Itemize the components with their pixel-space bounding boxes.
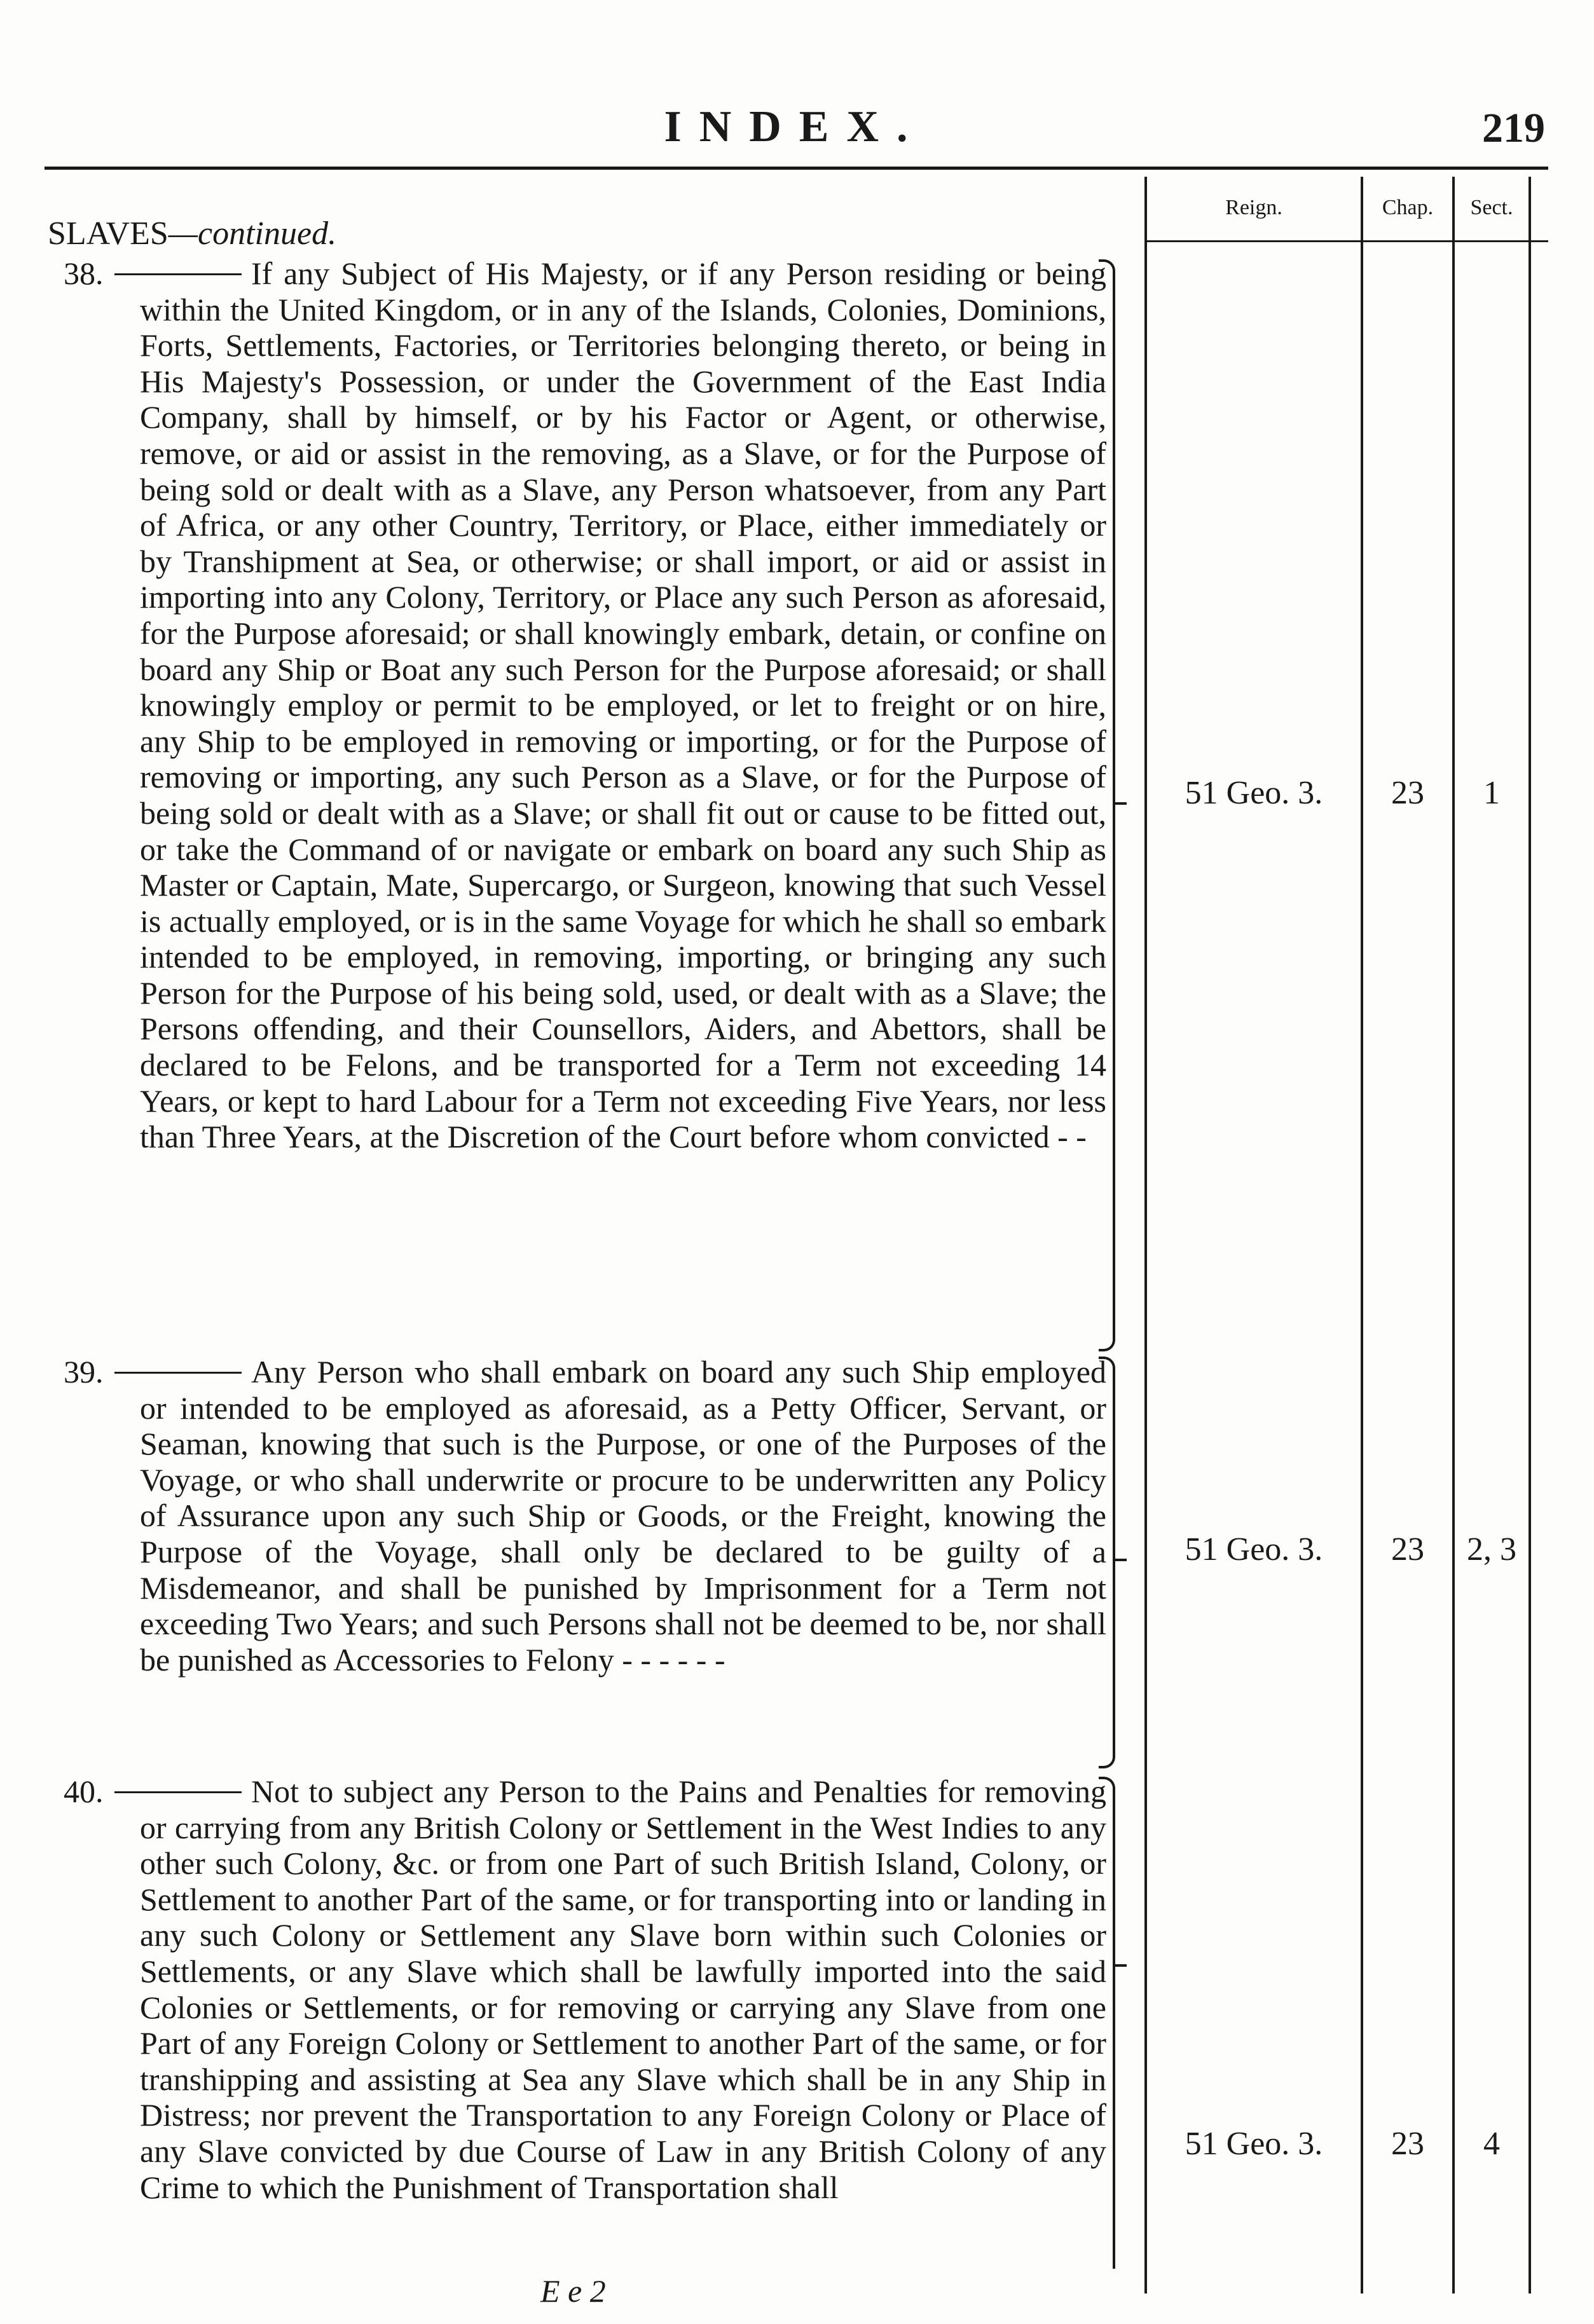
index-entry-38: [64, 256, 1106, 1346]
entry-40-chap: 23: [1391, 2126, 1424, 2162]
entry-38-brace-point: [1115, 802, 1127, 805]
column-header-sect: Sect.: [1470, 196, 1513, 219]
signature-mark: E e 2: [540, 2273, 606, 2309]
entry-number: 38.: [64, 256, 104, 291]
entry-40-brace: [1099, 1777, 1115, 2269]
table-rule-right: [1529, 177, 1531, 2293]
entry-38-brace: [1099, 259, 1115, 1351]
table-rule-left: [1144, 177, 1147, 2293]
column-header-chap: Chap.: [1382, 196, 1434, 219]
index-entry-39: [64, 1354, 1106, 1761]
index-entry-40: [64, 1774, 1106, 2276]
entry-38-chap: 23: [1391, 775, 1424, 811]
entry-40-reign: 51 Geo. 3.: [1185, 2126, 1323, 2162]
page-title: INDEX.: [664, 102, 926, 151]
entry-40-sect: 4: [1483, 2126, 1500, 2162]
entry-number: 40.: [64, 1774, 104, 1809]
table-rule-reign-chap: [1361, 177, 1363, 2293]
entry-text: Not to subject any Person to the Pains and Penalties for removing or carrying from any British Colony or Settlement in the West Indies to any other such Colony, &c. or from one Part of such British Island, Colony, or Settlement to another Part of the same, or for transporting into or landing in any such Colony or Settlement any Slave born within such Colonies or Settlements, or any Slave which shall be lawfully imported into the said Colonies or Settlements, or for removing or carrying any Slave from one Part of any Foreign Colony or Settlement to another Part of the same, or for transhipping and assisting at Sea any Slave which shall be in any Ship in Distress; nor prevent the Transportation to any Foreign Colony or Place of any Slave convicted by due Course of Law in any British Colony of any Crime to which the Punishment of Transportation shall: [140, 1774, 1106, 2205]
section-continued: —continued.: [168, 215, 337, 252]
entry-39-chap: 23: [1391, 1531, 1424, 1568]
entry-number: 39.: [64, 1354, 104, 1390]
reference-table: [1144, 177, 1548, 2293]
entry-40-brace-point: [1115, 1964, 1127, 1967]
entry-38-reign: 51 Geo. 3.: [1185, 775, 1323, 811]
entry-39-brace-point: [1115, 1559, 1127, 1561]
entry-38-sect: 1: [1483, 775, 1500, 811]
page-number: 219: [1482, 105, 1545, 151]
section-heading: [48, 215, 336, 252]
running-head: [45, 95, 1545, 159]
entry-39-reign: 51 Geo. 3.: [1185, 1531, 1323, 1568]
entry-39-brace: [1099, 1357, 1115, 1768]
section-title: SLAVES: [48, 215, 168, 252]
column-header-reign: Reign.: [1225, 196, 1282, 219]
table-header-rule: [1144, 240, 1548, 242]
table-rule-chap-sect: [1452, 177, 1455, 2293]
entry-text: If any Subject of His Majesty, or if any Person residing or being within the United Kingdom, or in any of the Islands, Colonies, Dominions, Forts, Settlements, Factories, or Territories belonging thereto, or being in His Majesty's Possession, or under the Government of the East India Company, shall by himself, or by his Factor or Agent, or otherwise, remove, or aid or assist in the removing, as a Slave, or for the Purpose of being sold or dealt with as a Slave, any Person whatsoever, from any Part of Africa, or any other Country, Territory, or Place, either immediately or by Transhipment at Sea, or otherwise; or shall import, or aid or assist in importing into any Colony, Territory, or Place any such Person as aforesaid, for the Purpose aforesaid; or shall knowingly embark, detain, or confine on board any Ship or Boat any such Person for the Purpose aforesaid; or shall knowingly employ or permit to be employed, or let to freight or on hire, any Ship to be employed in removing or importing, or for the Purpose of removing or importing, any such Person as a Slave, or for the Purpose of being sold or dealt with as a Slave; or shall fit out or cause to be fitted out, or take the Command of or navigate or embark on board any such Ship as Master or Captain, Mate, Supercargo, or Surgeon, knowing that such Vessel is actually employed, or is in the same Voyage for which he shall so embark intended to be employed, in removing, importing, or bringing any such Person for the Purpose of his being sold, used, or dealt with as a Slave; the Persons offending, and their Counsellors, Aiders, and Abettors, shall be declared to be Felons, and be transported for a Term not exceeding 14 Years, or kept to hard Labour for a Term not exceeding Five Years, nor less than Three Years, at the Discretion of the Court before whom convicted - -: [140, 256, 1106, 1155]
entry-39-sect: 2, 3: [1467, 1531, 1516, 1568]
header-rule: [45, 167, 1548, 170]
entry-text: Any Person who shall embark on board any such Ship employed or intended to be employed as aforesaid, as a Petty Officer, Servant, or Seaman, knowing that such is the Purpose, or one of the Purposes of the Voyage, or who shall underwrite or procure to be underwritten any Policy of Assurance upon any such Ship or Goods, or the Freight, knowing the Purpose of the Voyage, shall only be declared to be guilty of a Misdemeanor, and shall be punished by Imprisonment for a Term not exceeding Two Years; and such Persons shall not be deemed to be, nor shall be punished as Accessories to Felony - - - - - -: [140, 1354, 1106, 1678]
